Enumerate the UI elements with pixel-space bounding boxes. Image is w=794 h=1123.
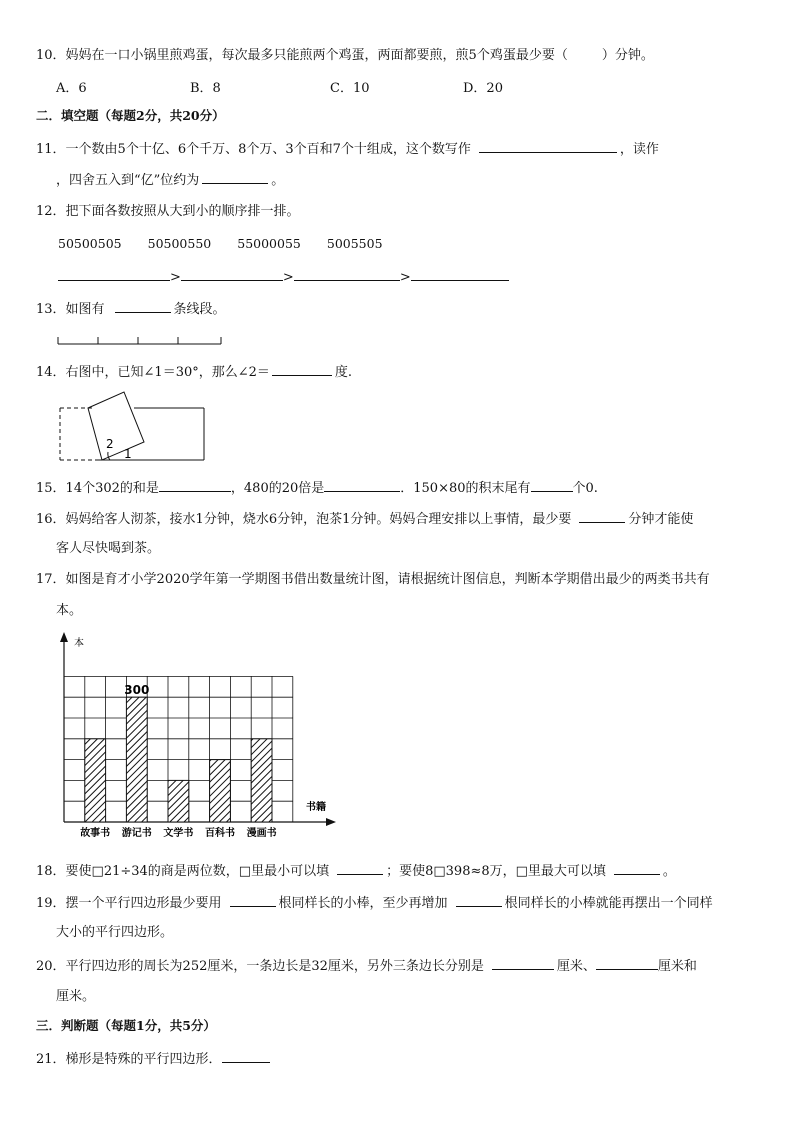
- question-15: 15．14个302的和是 ，480的20倍是 ．150×80的积末尾有 个0.: [36, 478, 598, 498]
- category-label-2: 游记书: [121, 828, 152, 839]
- data-label-1: 300: [124, 683, 150, 698]
- category-label-1: 故事书: [80, 828, 111, 839]
- question-11-cont: ，四舍五入到“亿”位约为 。: [56, 170, 284, 190]
- option-a[interactable]: A．6: [56, 81, 87, 96]
- q20-blank-2[interactable]: [596, 956, 658, 970]
- bar-5: [251, 739, 272, 822]
- q12-blank-2[interactable]: [181, 267, 283, 281]
- question-21: 21．梯形是特殊的平行四边形．: [36, 1049, 270, 1069]
- q20-blank-1[interactable]: [492, 956, 554, 970]
- question-20-cont: 厘米。: [56, 989, 96, 1004]
- category-label-4: 百科书: [205, 828, 235, 839]
- q15-blank-1[interactable]: [159, 478, 231, 492]
- option-b[interactable]: B．8: [190, 81, 221, 96]
- q12-answer-row: > > >: [58, 267, 509, 287]
- question-17: 17．如图是育才小学2020学年第一学期图书借出数量统计图，请根据统计图信息，判断本学期借出最少的两类书共有: [36, 572, 710, 587]
- q15-blank-3[interactable]: [531, 478, 573, 492]
- q16-blank[interactable]: [579, 509, 625, 523]
- folded-rectangle-figure: [56, 390, 216, 464]
- q12-blank-1[interactable]: [58, 267, 170, 281]
- question-19: 19．摆一个平行四边形最少要用 根同样长的小棒，至少再增加 根同样长的小棒就能再摆出一个同样: [36, 893, 713, 913]
- bar-2: [126, 697, 147, 822]
- question-16: 16．妈妈给客人沏茶，接水1分钟，烧水6分钟，泡茶1分钟。妈妈合理安排以上事情，最少要 分钟才能使: [36, 509, 693, 529]
- question-20: 20．平行四边形的周长为252厘米，一条边长是32厘米，另外三条边长分别是 厘米、 厘米和: [36, 956, 697, 976]
- q12-numbers: 50500505 50500550 55000055 5005505: [58, 236, 383, 251]
- x-axis-label: 书籍: [306, 802, 326, 813]
- q12-blank-4[interactable]: [411, 267, 509, 281]
- question-16-cont: 客人尽快喝到茶。: [56, 541, 161, 556]
- section-2-heading: 二．填空题（每题2分，共20分）: [36, 108, 225, 123]
- q15-blank-2[interactable]: [324, 478, 400, 492]
- question-14: 14．右图中，已知∠1＝30°，那么∠2＝ 度.: [36, 362, 352, 382]
- q13-blank[interactable]: [115, 299, 171, 313]
- q21-blank[interactable]: [222, 1049, 270, 1063]
- q18-blank-2[interactable]: [614, 861, 660, 875]
- y-axis-arrow: [60, 632, 68, 642]
- question-17-cont: 本。: [56, 603, 83, 618]
- library-bar-chart: [52, 628, 352, 848]
- segment-figure: [56, 334, 226, 348]
- question-11: 11．一个数由5个十亿、6个千万、8个万、3个百和7个十组成，这个数写作 ，读作: [36, 139, 659, 159]
- question-19-cont: 大小的平行四边形。: [56, 925, 174, 940]
- y-axis-label: 本: [74, 638, 84, 649]
- bar-3: [168, 780, 189, 822]
- answer-paren-space[interactable]: [571, 46, 599, 59]
- q11-blank-1[interactable]: [479, 139, 617, 153]
- option-d[interactable]: D．20: [463, 81, 503, 96]
- q19-blank-1[interactable]: [230, 893, 276, 907]
- q19-blank-2[interactable]: [456, 893, 502, 907]
- section-3-heading: 三．判断题（每题1分，共5分）: [36, 1018, 216, 1033]
- q14-blank[interactable]: [272, 362, 332, 376]
- x-axis-arrow: [326, 818, 336, 826]
- question-12: 12．把下面各数按照从大到小的顺序排一排。: [36, 204, 300, 219]
- question-18: 18．要使□21÷34的商是两位数，□里最小可以填 ；要使8□398≈8万，□里最大可以填 。: [36, 861, 676, 881]
- option-c[interactable]: C．10: [330, 81, 370, 96]
- angle-1-label: 1: [124, 447, 132, 461]
- q11-blank-2[interactable]: [202, 170, 268, 184]
- q12-blank-3[interactable]: [294, 267, 400, 281]
- bar-1: [85, 739, 106, 822]
- angle-2-label: 2: [106, 437, 114, 451]
- question-13: 13．如图有 条线段。: [36, 299, 226, 319]
- category-label-3: 文学书: [163, 828, 194, 839]
- question-10: 10．妈妈在一口小锅里煎鸡蛋，每次最多只能煎两个鸡蛋，两面都要煎，煎5个鸡蛋最少要（ ）分钟。: [36, 48, 654, 63]
- q18-blank-1[interactable]: [337, 861, 383, 875]
- category-label-5: 漫画书: [246, 828, 277, 839]
- bar-4: [210, 760, 231, 822]
